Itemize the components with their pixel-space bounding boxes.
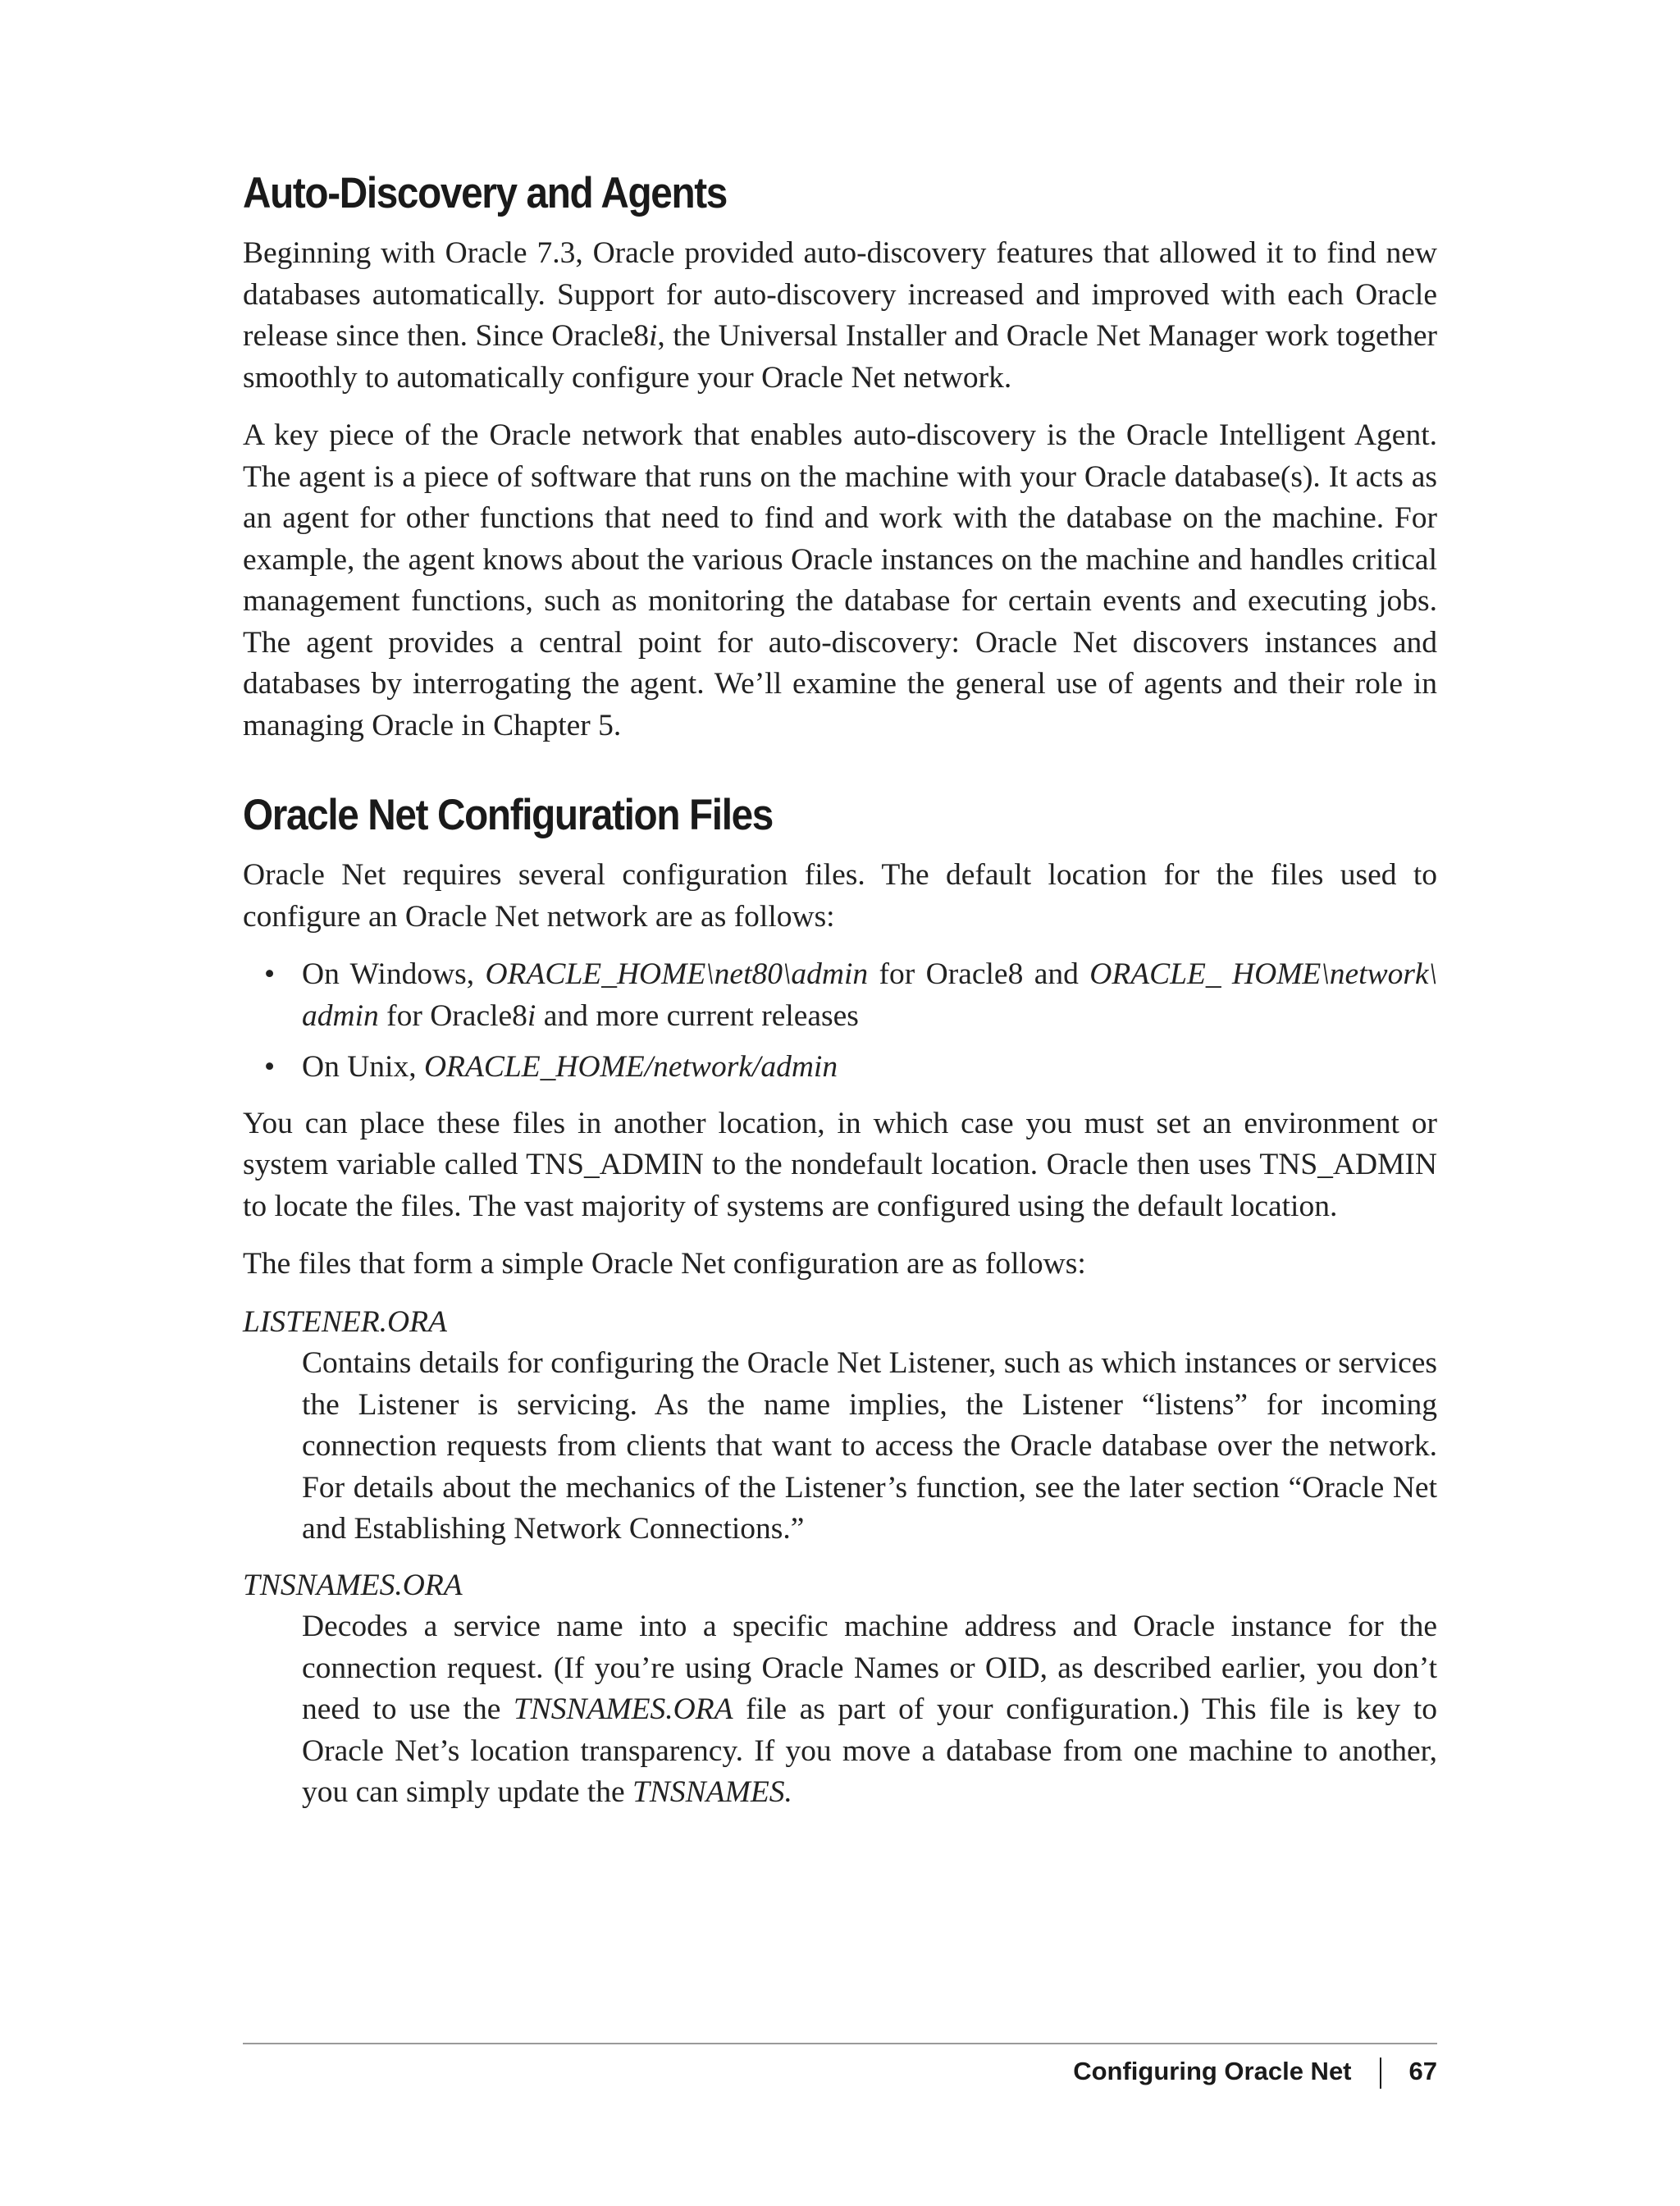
paragraph-tns-admin: You can place these files in another location, in which case you must set an environment or system variable called TNS_ADMIN to the nondefault location. Oracle then uses TNS_ADMIN to locate the files. The vast majority of systems are configured using the default location. — [243, 1106, 1437, 1223]
path-windows-oracle8i: ORACLE_ HOME\network\ admin — [302, 957, 1437, 1033]
list-item-unix — [243, 1047, 1437, 1089]
text-run: Decodes a service name into a specific machine address and Oracle instance for the connection request. (If you’re using Oracle Names or OID, as described earlier, you don’t need to use the — [302, 1610, 1437, 1726]
path-unix: ORACLE_HOME/network/admin — [423, 1050, 838, 1084]
bullet-icon: • — [264, 957, 276, 991]
text-run: for Oracle8 and — [868, 957, 1090, 991]
term-tnsnames-ora: TNSNAMES.ORA — [243, 1568, 463, 1602]
text-run-italic: i — [648, 319, 658, 353]
text-run: , the Universal Installer and Oracle Net Manager work together smoothly to automatically configure your Oracle Net network. — [243, 319, 1437, 395]
paragraph-config-intro: Oracle Net requires several configuration files. The default location for the files used to configure an Oracle Net network are as follows: — [243, 858, 1437, 934]
text-run: On Unix, — [302, 1050, 424, 1084]
text-run: and more current releases — [536, 998, 859, 1033]
location-bullet-list — [243, 954, 1437, 1089]
paragraph-intelligent-agent: A key piece of the Oracle network that enables auto-discovery is the Oracle Intelligent Agent. The agent is a piece of software that runs on the machine with your Oracle database(s). It acts as an agent for other functions that need to find and work with the database on the machine. For example, the agent knows about the various Oracle instances on the machine and handles critical management functions, such as monitoring the database for certain events and executing jobs. The agent provides a central point for auto-discovery: Oracle Net discovers instances and databases by interrogating the agent. We’ll examine the general use of agents and their role in managing Oracle in Chapter 5. — [243, 418, 1437, 742]
definition-listener-ora: Contains details for configuring the Oracle Net Listener, such as which instances or services the Listener is servicing. As the name implies, the Listener “listens” for incoming connection requests from clients that want to access the Oracle database over the network. For details about the mechanics of the Listener’s function, see the later section “Oracle Net and Establishing Network Connections.” — [302, 1346, 1437, 1546]
running-footer-title: Configuring Oracle Net — [1073, 2057, 1352, 2085]
text-run: On Windows, — [302, 957, 486, 991]
text-run: Beginning with Oracle 7.3, Oracle provided auto-discovery features that allowed it to find new databases automatically. Support for auto-discovery increased and improved with each Oracle release since then. Since Oracle8 — [243, 236, 1437, 353]
page-number: 67 — [1408, 2057, 1437, 2085]
page-body — [243, 164, 1437, 1829]
footer-divider — [243, 2043, 1437, 2044]
footer-separator — [1380, 2058, 1381, 2089]
paragraph-auto-discovery-intro — [243, 233, 1437, 399]
section-heading-config-files: Oracle Net Configuration Files — [243, 791, 773, 839]
term-listener-ora: LISTENER.ORA — [243, 1304, 447, 1339]
definition-tnsnames-ora — [302, 1606, 1437, 1814]
text-run-italic: TNSNAMES.ORA — [513, 1692, 733, 1726]
bullet-icon: • — [264, 1050, 276, 1084]
section-heading-auto-discovery: Auto-Discovery and Agents — [243, 169, 727, 217]
paragraph-files-list-intro: The files that form a simple Oracle Net configuration are as follows: — [243, 1247, 1086, 1281]
text-run: for Oracle8 — [378, 998, 527, 1033]
text-run-italic: i — [527, 998, 536, 1033]
text-run-italic: TNSNAMES. — [632, 1775, 792, 1809]
page-footer — [1073, 2051, 1437, 2092]
list-item-windows — [243, 954, 1437, 1037]
path-windows-oracle8: ORACLE_HOME\net80\admin — [485, 957, 869, 991]
text-run: file as part of your configuration.) This file is key to Oracle Net’s location transparency. If you move a database from one machine to another, you can simply update the — [302, 1692, 1437, 1809]
